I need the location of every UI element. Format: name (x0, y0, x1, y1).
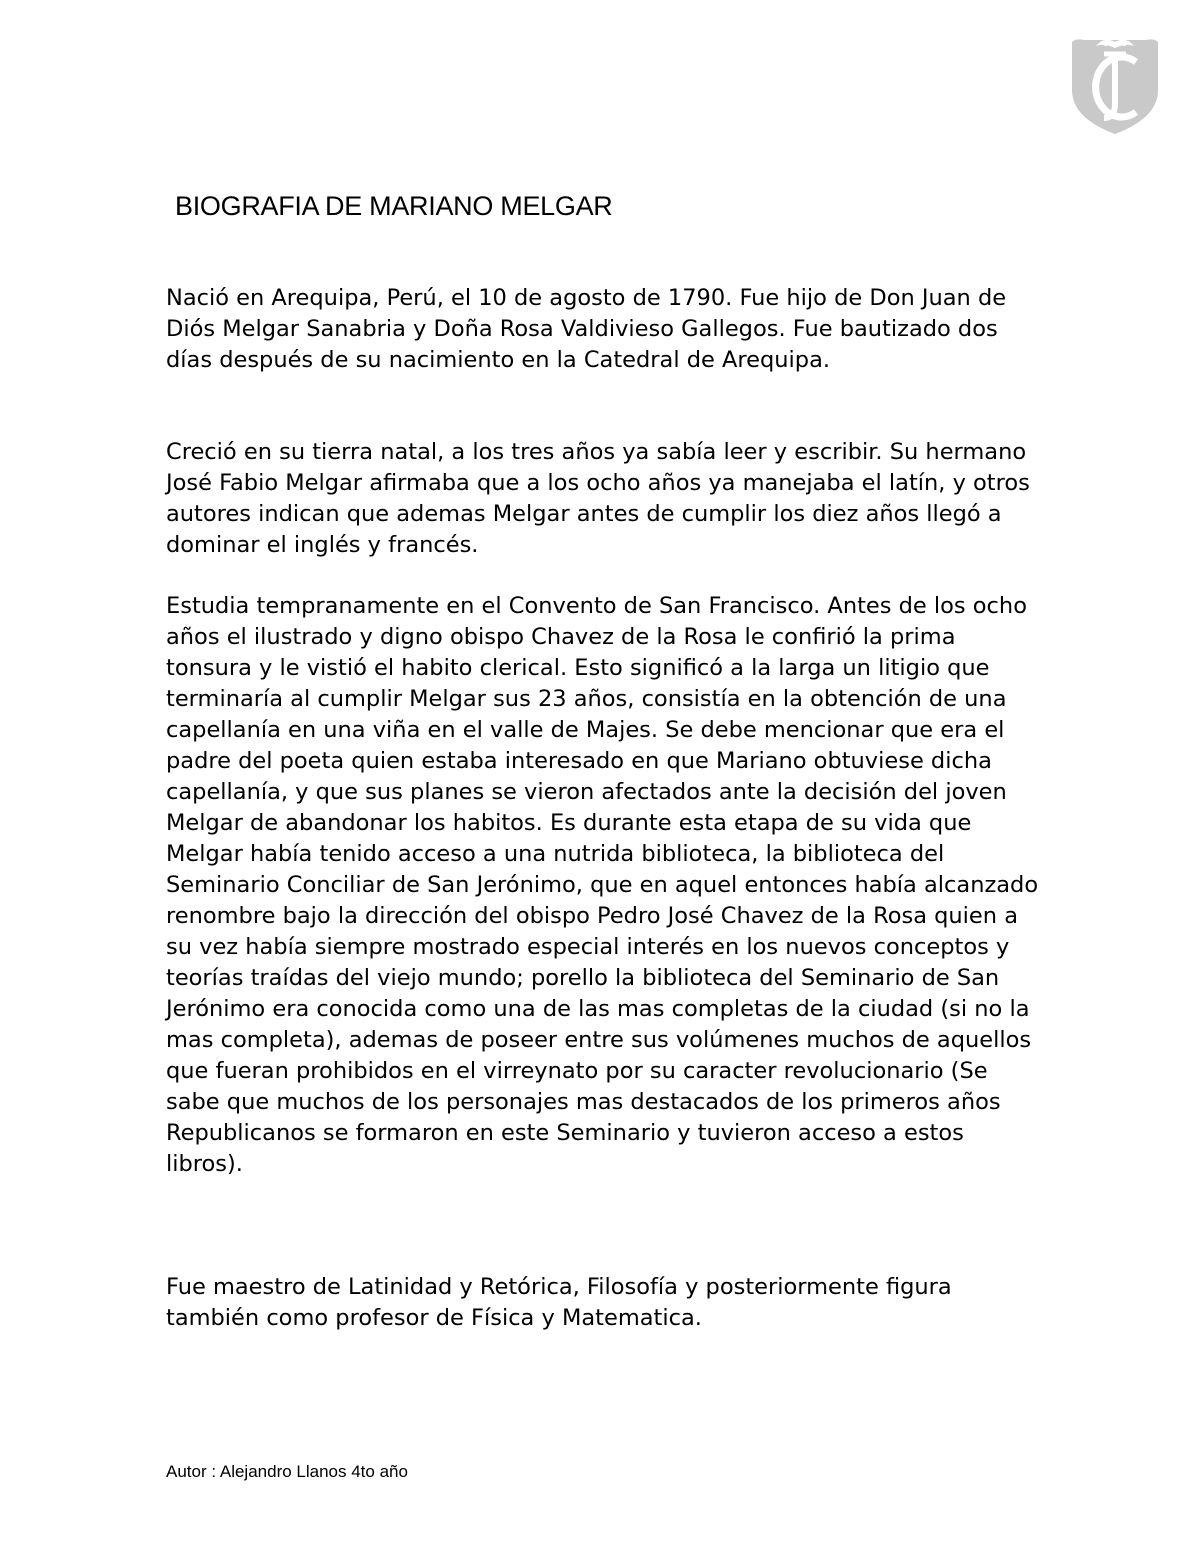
author-credit: Autor : Alejandro Llanos 4to año (166, 1462, 408, 1481)
paragraph-birth: Nació en Arequipa, Perú, el 10 de agosto de 1790. Fue hijo de Don Juan de Diós Melgar Sanabria y Doña Rosa Valdivieso Gallegos. Fue bautizado dos días después de su nacimiento en la Catedral de Arequipa. (166, 285, 1007, 373)
paragraph-childhood: Creció en su tierra natal, a los tres años ya sabía leer y escribir. Su hermano José Fabio Melgar afirmaba que a los ocho años ya manejaba el latín, y otros autores indican que ademas Melgar antes de cumplir los diez años llegó a dominar el inglés y francés. (166, 439, 1030, 558)
paragraph-education: Estudia tempranamente en el Convento de San Francisco. Antes de los ocho años el ilustrado y digno obispo Chavez de la Rosa le confirió la prima tonsura y le vistió el habito clerical. Esto significó a la larga un litigio que terminaría al cumplir Melgar sus 23 años, consistía en la obtención de una capellanía en una viña en el valle de Majes. Se debe mencionar que era el padre del poeta quien estaba interesado en que Mariano obtuviese dicha capellanía, y que sus planes se vieron afectados ante la decisión del joven Melgar de abandonar los habitos. Es durante esta etapa de su vida que Melgar había tenido acceso a una nutrida biblioteca, la biblioteca del Seminario Conciliar de San Jerónimo, que en aquel entonces había alcanzado renombre bajo la dirección del obispo Pedro José Chavez de la Rosa quien a su vez había siempre mostrado especial interés en los nuevos conceptos y teorías traídas del viejo mundo; porello la biblioteca del Seminario de San Jerónimo era conocida como una de las mas completas de la ciudad (si no la mas completa), ademas de poseer entre sus volúmenes muchos de aquellos que fueran prohibidos en el virreynato por su caracter revolucionario (Se sabe que muchos de los personajes mas destacados de los primeros años Republicanos se formaron en este Seminario y tuvieron acceso a estos libros). (166, 593, 1039, 1177)
document-title: BIOGRAFIA DE MARIANO MELGAR (175, 191, 613, 221)
paragraph-teaching: Fue maestro de Latinidad y Retórica, Filosofía y posteriormente figura también como profesor de Física y Matematica. (166, 1274, 952, 1331)
school-crest-icon (1066, 32, 1164, 136)
